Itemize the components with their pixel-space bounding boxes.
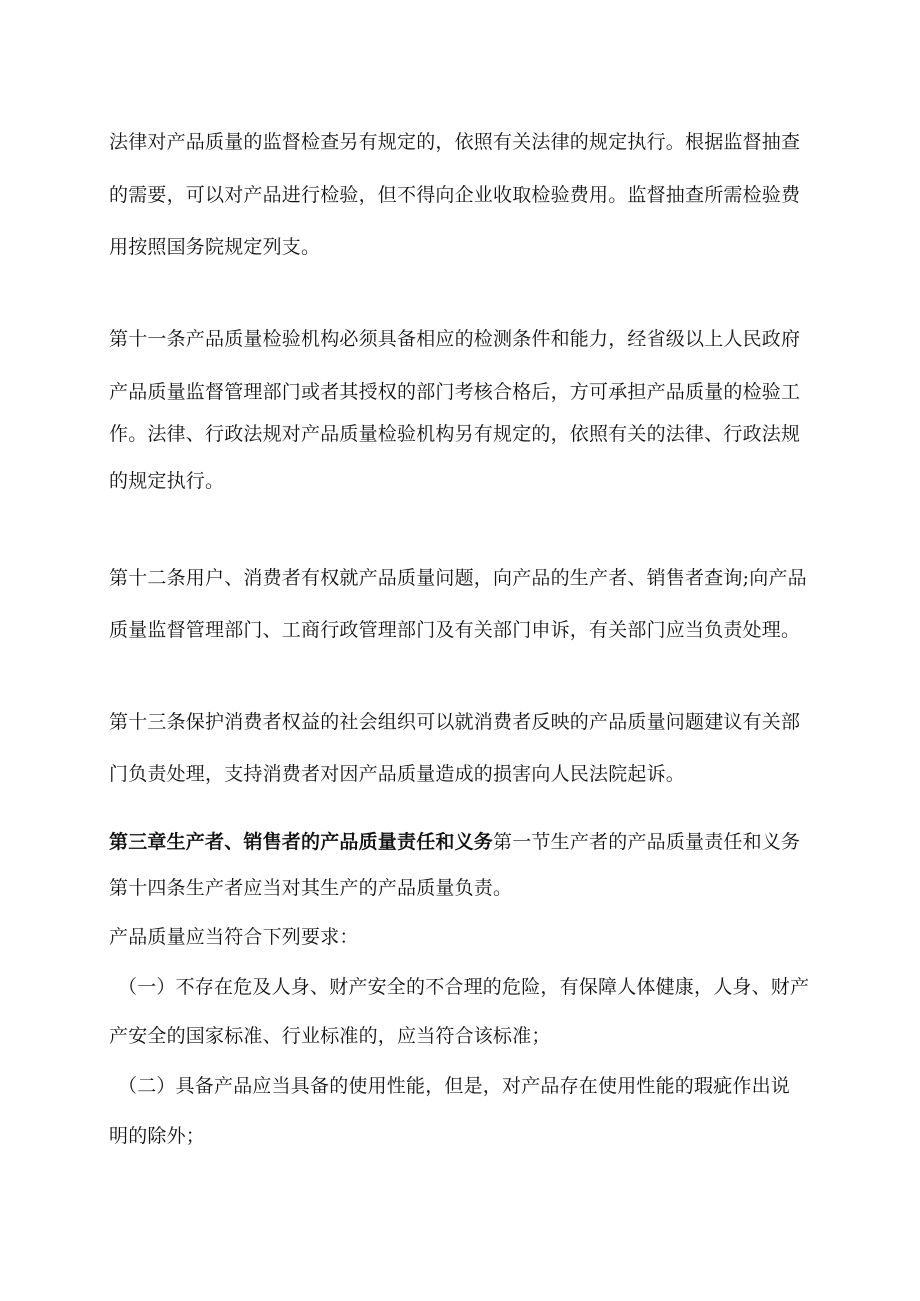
article-14: 第十四条生产者应当对其生产的产品质量负责。: [109, 877, 513, 899]
item-2-line-1: （二）具备产品应当具备的使用性能，但是，对产品存在使用性能的瑕疵作出说: [118, 1075, 791, 1097]
paragraph-1-line-3: 用按照国务院规定列支。: [109, 236, 321, 258]
article-11-line-2: 产品质量监督管理部门或者其授权的部门考核合格后，方可承担产品质量的检验工: [109, 381, 801, 403]
article-13-line-1: 第十三条保护消费者权益的社会组织可以就消费者反映的产品质量问题建议有关部: [109, 711, 801, 733]
paragraph-1-line-1: 法律对产品质量的监督检查另有规定的，依照有关法律的规定执行。根据监督抽查: [109, 131, 801, 153]
chapter-heading: 第三章生产者、销售者的产品质量责任和义务: [109, 831, 494, 853]
article-11-line-3: 作。法律、行政法规对产品质量检验机构另有规定的，依照有关的法律、行政法规: [109, 423, 801, 445]
article-11-line-1: 第十一条产品质量检验机构必须具备相应的检测条件和能力，经省级以上人民政府: [109, 328, 801, 350]
item-2-line-2: 明的除外；: [109, 1125, 206, 1147]
chapter-heading-line: [109, 829, 800, 855]
requirements-intro: 产品质量应当符合下列要求：: [109, 926, 359, 948]
article-12-line-1: 第十二条用户、消费者有权就产品质量问题，向产品的生产者、销售者查询;向产品: [109, 567, 807, 589]
item-1-line-2: 产安全的国家标准、行业标准的，应当符合该标准；: [109, 1025, 551, 1047]
section-heading: 第一节生产者的产品质量责任和义务: [493, 831, 801, 853]
paragraph-1-line-2: 的需要，可以对产品进行检验，但不得向企业收取检验费用。监督抽查所需检验费: [109, 184, 801, 206]
article-12-line-2: 质量监督管理部门、工商行政管理部门及有关部门申诉，有关部门应当负责处理。: [109, 619, 801, 641]
article-13-line-2: 门负责处理，支持消费者对因产品质量造成的损害向人民法院起诉。: [109, 763, 686, 785]
item-1-line-1: （一）不存在危及人身、财产安全的不合理的危险，有保障人体健康，人身、财产: [118, 976, 810, 998]
article-11-line-4: 的规定执行。: [109, 470, 225, 492]
